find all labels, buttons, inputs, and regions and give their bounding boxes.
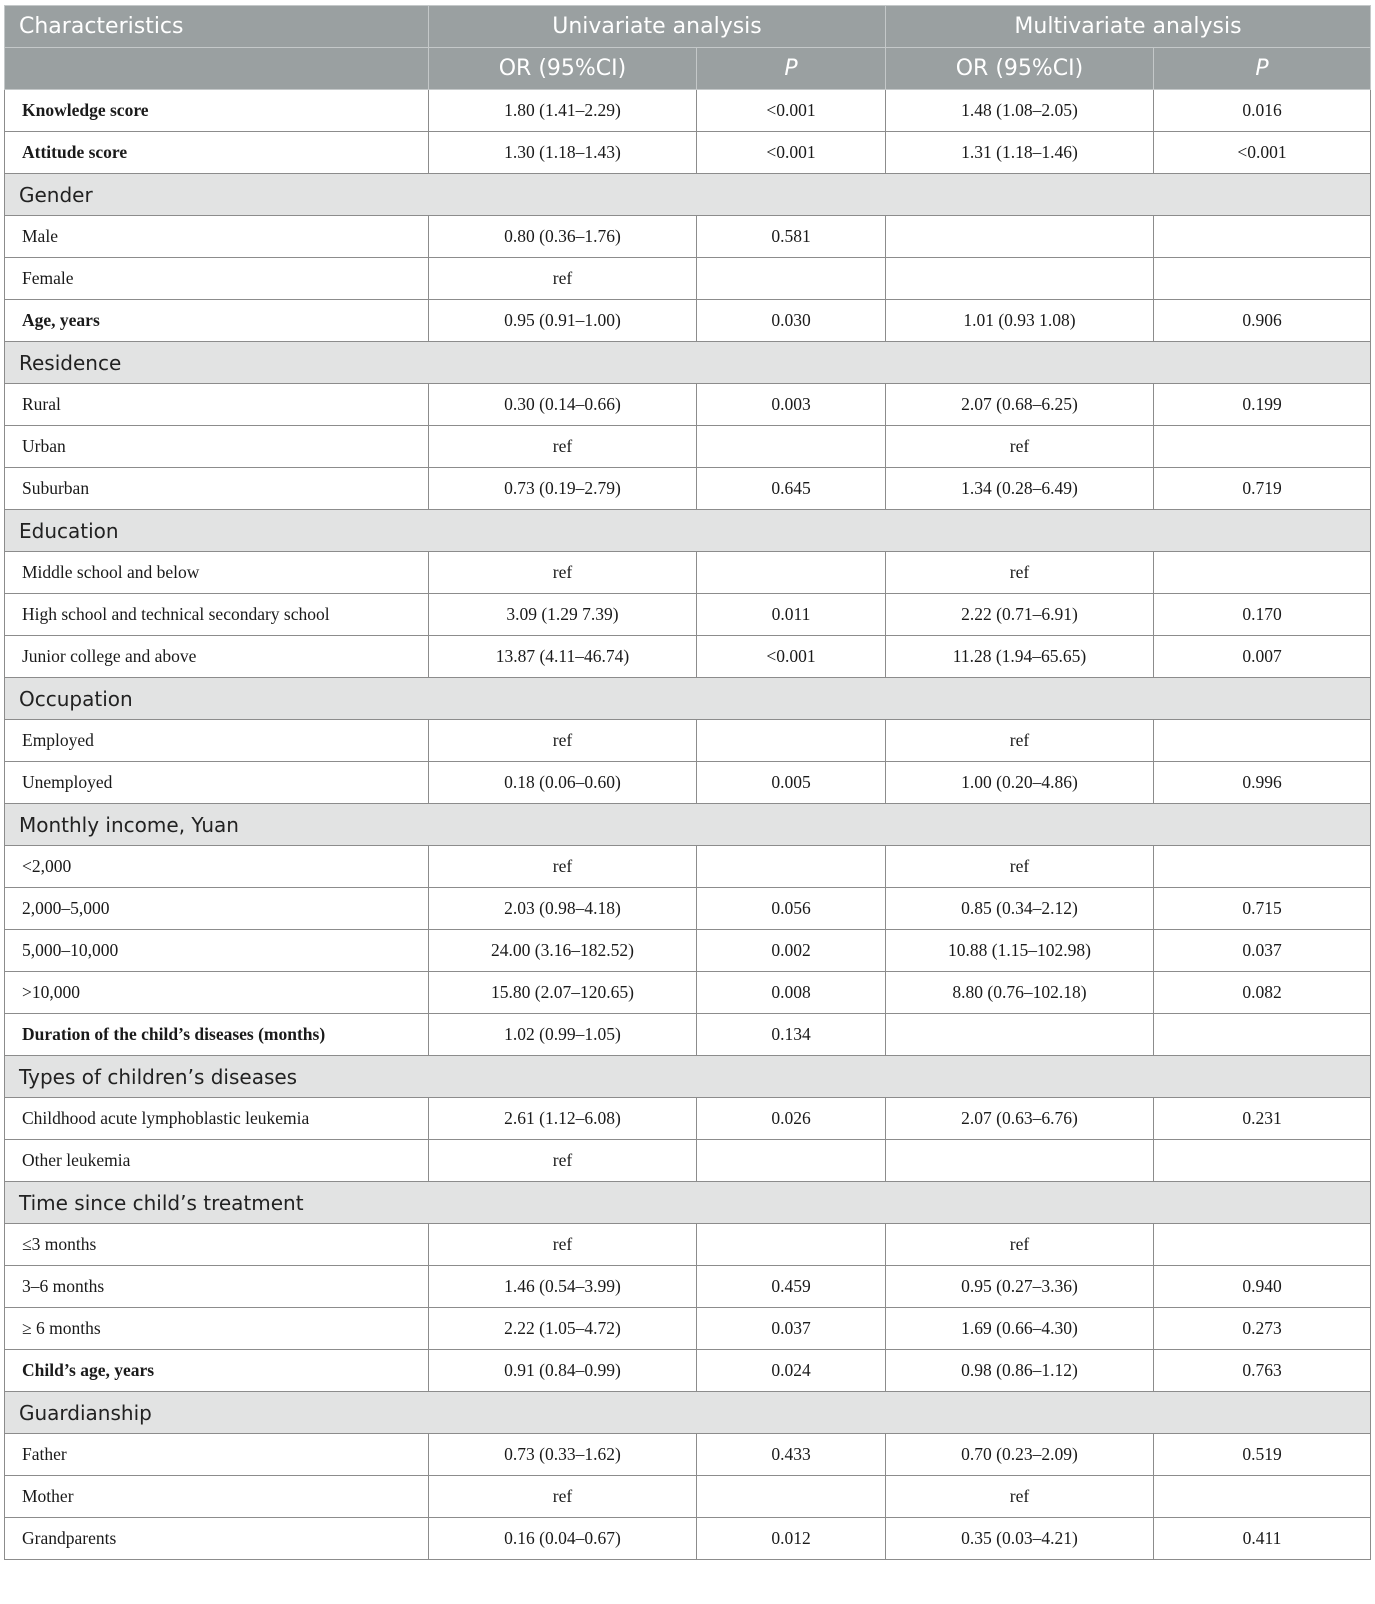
row-label: ≤3 months (5, 1224, 429, 1266)
univariate-p-cell: 0.005 (697, 762, 886, 804)
univariate-p-cell: 0.003 (697, 384, 886, 426)
multivariate-p-cell (1154, 216, 1371, 258)
table-row (5, 1350, 1371, 1392)
section-label: Guardianship (5, 1392, 1371, 1434)
section-row (5, 1056, 1371, 1098)
row-label: 5,000–10,000 (5, 930, 429, 972)
univariate-p-cell: 0.012 (697, 1518, 886, 1560)
row-label: Junior college and above (5, 636, 429, 678)
table-row (5, 300, 1371, 342)
table-row (5, 930, 1371, 972)
table-row (5, 1140, 1371, 1182)
multivariate-p-cell: 0.763 (1154, 1350, 1371, 1392)
section-label: Types of children’s diseases (5, 1056, 1371, 1098)
multivariate-or-cell: ref (886, 1224, 1154, 1266)
univariate-or-cell: ref (429, 552, 697, 594)
row-label: <2,000 (5, 846, 429, 888)
header-row-2 (5, 48, 1371, 90)
univariate-p-cell (697, 1476, 886, 1518)
multivariate-p-cell: 0.007 (1154, 636, 1371, 678)
univariate-or-cell: 0.91 (0.84–0.99) (429, 1350, 697, 1392)
multivariate-p-cell: 0.411 (1154, 1518, 1371, 1560)
table-row (5, 90, 1371, 132)
univariate-or-cell: 0.95 (0.91–1.00) (429, 300, 697, 342)
univariate-or-cell: 2.22 (1.05–4.72) (429, 1308, 697, 1350)
table-row (5, 1224, 1371, 1266)
univariate-or-cell: ref (429, 720, 697, 762)
univariate-or-cell: 2.61 (1.12–6.08) (429, 1098, 697, 1140)
table-row (5, 636, 1371, 678)
table-row (5, 258, 1371, 300)
multivariate-or-cell: 0.35 (0.03–4.21) (886, 1518, 1154, 1560)
multivariate-or-cell: 1.34 (0.28–6.49) (886, 468, 1154, 510)
multivariate-or-cell: 2.22 (0.71–6.91) (886, 594, 1154, 636)
univariate-p-cell: <0.001 (697, 636, 886, 678)
multivariate-or-cell (886, 1140, 1154, 1182)
table-row (5, 384, 1371, 426)
multivariate-or-cell (886, 258, 1154, 300)
univariate-or-cell: 13.87 (4.11–46.74) (429, 636, 697, 678)
multivariate-p-cell (1154, 720, 1371, 762)
multivariate-p-cell: 0.940 (1154, 1266, 1371, 1308)
univariate-or-cell: ref (429, 426, 697, 468)
univariate-or-cell: 15.80 (2.07–120.65) (429, 972, 697, 1014)
univariate-or-cell: ref (429, 1476, 697, 1518)
section-row (5, 510, 1371, 552)
row-label: ≥ 6 months (5, 1308, 429, 1350)
univariate-or-cell: 1.30 (1.18–1.43) (429, 132, 697, 174)
section-label: Residence (5, 342, 1371, 384)
multivariate-or-cell: 1.69 (0.66–4.30) (886, 1308, 1154, 1350)
row-label: 2,000–5,000 (5, 888, 429, 930)
multivariate-or-cell: ref (886, 1476, 1154, 1518)
univariate-p-cell: 0.030 (697, 300, 886, 342)
row-label: Grandparents (5, 1518, 429, 1560)
multivariate-or-cell: 0.85 (0.34–2.12) (886, 888, 1154, 930)
univariate-p-cell (697, 846, 886, 888)
multivariate-p-cell: 0.231 (1154, 1098, 1371, 1140)
row-label: Urban (5, 426, 429, 468)
multivariate-p-cell (1154, 258, 1371, 300)
multivariate-or-cell: 11.28 (1.94–65.65) (886, 636, 1154, 678)
univariate-or-cell: 1.46 (0.54–3.99) (429, 1266, 697, 1308)
row-label: Knowledge score (5, 90, 429, 132)
header-univariate-p: P (697, 48, 886, 90)
section-label: Occupation (5, 678, 1371, 720)
multivariate-or-cell: 0.70 (0.23–2.09) (886, 1434, 1154, 1476)
univariate-or-cell: 24.00 (3.16–182.52) (429, 930, 697, 972)
table-header (5, 6, 1371, 90)
univariate-p-cell: 0.026 (697, 1098, 886, 1140)
univariate-p-cell: 0.024 (697, 1350, 886, 1392)
row-label: Duration of the child’s diseases (months) (5, 1014, 429, 1056)
section-label: Time since child’s treatment (5, 1182, 1371, 1224)
univariate-or-cell: 0.18 (0.06–0.60) (429, 762, 697, 804)
univariate-p-cell: 0.581 (697, 216, 886, 258)
row-label: >10,000 (5, 972, 429, 1014)
univariate-or-cell: ref (429, 846, 697, 888)
multivariate-p-cell: 0.996 (1154, 762, 1371, 804)
table-row (5, 762, 1371, 804)
multivariate-p-cell (1154, 846, 1371, 888)
table-row (5, 552, 1371, 594)
table-row (5, 1098, 1371, 1140)
univariate-p-cell (697, 1224, 886, 1266)
multivariate-or-cell: 2.07 (0.63–6.76) (886, 1098, 1154, 1140)
header-multivariate-p: P (1154, 48, 1371, 90)
multivariate-or-cell: 2.07 (0.68–6.25) (886, 384, 1154, 426)
section-row (5, 1392, 1371, 1434)
univariate-p-cell: <0.001 (697, 90, 886, 132)
univariate-p-cell (697, 258, 886, 300)
row-label: Childhood acute lymphoblastic leukemia (5, 1098, 429, 1140)
multivariate-p-cell: 0.715 (1154, 888, 1371, 930)
multivariate-p-cell: 0.037 (1154, 930, 1371, 972)
section-row (5, 342, 1371, 384)
multivariate-p-cell: 0.906 (1154, 300, 1371, 342)
univariate-or-cell: ref (429, 1224, 697, 1266)
table-row (5, 1014, 1371, 1056)
univariate-or-cell: 0.73 (0.19–2.79) (429, 468, 697, 510)
row-label: Female (5, 258, 429, 300)
multivariate-p-cell: 0.082 (1154, 972, 1371, 1014)
section-label: Monthly income, Yuan (5, 804, 1371, 846)
univariate-p-cell: 0.134 (697, 1014, 886, 1056)
multivariate-p-cell: 0.719 (1154, 468, 1371, 510)
header-row-1 (5, 6, 1371, 48)
multivariate-or-cell (886, 216, 1154, 258)
univariate-p-cell (697, 1140, 886, 1182)
header-characteristics: Characteristics (5, 6, 429, 48)
multivariate-p-cell: 0.016 (1154, 90, 1371, 132)
univariate-p-cell: 0.002 (697, 930, 886, 972)
section-label: Gender (5, 174, 1371, 216)
header-univariate-or-ci: OR (95%CI) (429, 48, 697, 90)
row-label: Mother (5, 1476, 429, 1518)
univariate-or-cell: ref (429, 258, 697, 300)
multivariate-p-cell: 0.199 (1154, 384, 1371, 426)
header-univariate-analysis: Univariate analysis (429, 6, 886, 48)
multivariate-or-cell: 1.48 (1.08–2.05) (886, 90, 1154, 132)
table-row (5, 468, 1371, 510)
multivariate-p-cell (1154, 1140, 1371, 1182)
table-row (5, 426, 1371, 468)
table-row (5, 972, 1371, 1014)
multivariate-p-cell (1154, 1014, 1371, 1056)
multivariate-or-cell: 0.98 (0.86–1.12) (886, 1350, 1154, 1392)
table-row (5, 720, 1371, 762)
multivariate-or-cell: 1.01 (0.93 1.08) (886, 300, 1154, 342)
table-row (5, 1266, 1371, 1308)
univariate-p-cell: 0.645 (697, 468, 886, 510)
univariate-or-cell: 3.09 (1.29 7.39) (429, 594, 697, 636)
multivariate-p-cell (1154, 552, 1371, 594)
row-label: Male (5, 216, 429, 258)
multivariate-p-cell: <0.001 (1154, 132, 1371, 174)
univariate-p-cell: 0.459 (697, 1266, 886, 1308)
multivariate-or-cell: 1.31 (1.18–1.46) (886, 132, 1154, 174)
multivariate-or-cell: 1.00 (0.20–4.86) (886, 762, 1154, 804)
section-row (5, 678, 1371, 720)
table-row (5, 132, 1371, 174)
row-label: Middle school and below (5, 552, 429, 594)
univariate-or-cell: 1.80 (1.41–2.29) (429, 90, 697, 132)
multivariate-p-cell (1154, 426, 1371, 468)
header-blank (5, 48, 429, 90)
multivariate-or-cell: ref (886, 552, 1154, 594)
univariate-or-cell: ref (429, 1140, 697, 1182)
row-label: Child’s age, years (5, 1350, 429, 1392)
univariate-p-cell: <0.001 (697, 132, 886, 174)
multivariate-p-cell (1154, 1224, 1371, 1266)
header-multivariate-or-ci: OR (95%CI) (886, 48, 1154, 90)
multivariate-or-cell: ref (886, 426, 1154, 468)
table-row (5, 594, 1371, 636)
univariate-p-cell (697, 720, 886, 762)
table-row (5, 1308, 1371, 1350)
row-label: Employed (5, 720, 429, 762)
row-label: Age, years (5, 300, 429, 342)
multivariate-or-cell: 8.80 (0.76–102.18) (886, 972, 1154, 1014)
table-body (5, 90, 1371, 1560)
regression-table (4, 5, 1371, 1560)
multivariate-or-cell: 0.95 (0.27–3.36) (886, 1266, 1154, 1308)
section-label: Education (5, 510, 1371, 552)
table-row (5, 888, 1371, 930)
multivariate-p-cell: 0.273 (1154, 1308, 1371, 1350)
section-row (5, 174, 1371, 216)
univariate-or-cell: 0.80 (0.36–1.76) (429, 216, 697, 258)
row-label: Father (5, 1434, 429, 1476)
multivariate-p-cell: 0.519 (1154, 1434, 1371, 1476)
table-row (5, 1518, 1371, 1560)
multivariate-or-cell: ref (886, 846, 1154, 888)
univariate-p-cell (697, 426, 886, 468)
univariate-or-cell: 0.73 (0.33–1.62) (429, 1434, 697, 1476)
univariate-p-cell: 0.433 (697, 1434, 886, 1476)
univariate-or-cell: 1.02 (0.99–1.05) (429, 1014, 697, 1056)
univariate-p-cell (697, 552, 886, 594)
univariate-p-cell: 0.056 (697, 888, 886, 930)
univariate-p-cell: 0.011 (697, 594, 886, 636)
row-label: High school and technical secondary school (5, 594, 429, 636)
univariate-p-cell: 0.037 (697, 1308, 886, 1350)
table-row (5, 1476, 1371, 1518)
multivariate-or-cell: 10.88 (1.15–102.98) (886, 930, 1154, 972)
univariate-or-cell: 2.03 (0.98–4.18) (429, 888, 697, 930)
multivariate-or-cell: ref (886, 720, 1154, 762)
header-multivariate-analysis: Multivariate analysis (886, 6, 1371, 48)
row-label: 3–6 months (5, 1266, 429, 1308)
row-label: Suburban (5, 468, 429, 510)
section-row (5, 804, 1371, 846)
regression-table-container (4, 5, 1370, 1560)
table-row (5, 216, 1371, 258)
univariate-or-cell: 0.30 (0.14–0.66) (429, 384, 697, 426)
row-label: Other leukemia (5, 1140, 429, 1182)
table-row (5, 1434, 1371, 1476)
row-label: Attitude score (5, 132, 429, 174)
table-row (5, 846, 1371, 888)
univariate-p-cell: 0.008 (697, 972, 886, 1014)
row-label: Unemployed (5, 762, 429, 804)
multivariate-or-cell (886, 1014, 1154, 1056)
section-row (5, 1182, 1371, 1224)
multivariate-p-cell (1154, 1476, 1371, 1518)
multivariate-p-cell: 0.170 (1154, 594, 1371, 636)
row-label: Rural (5, 384, 429, 426)
univariate-or-cell: 0.16 (0.04–0.67) (429, 1518, 697, 1560)
